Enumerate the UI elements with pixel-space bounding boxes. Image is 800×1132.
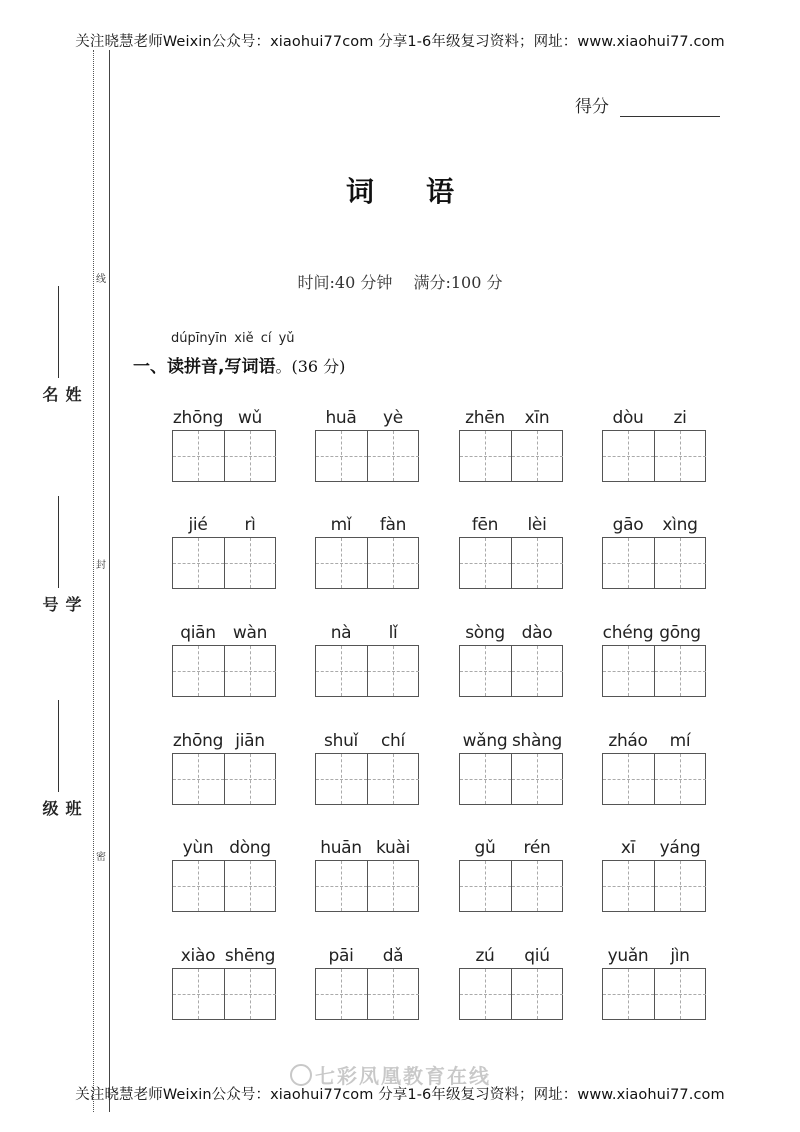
tianzige-cell[interactable] xyxy=(654,861,706,911)
tianzige-cell[interactable] xyxy=(460,969,511,1019)
word-item xyxy=(315,623,419,713)
tianzige-cell[interactable] xyxy=(511,969,563,1019)
pinyin-syllable: sòng xyxy=(465,623,505,643)
pinyin-syllable: nà xyxy=(330,623,352,643)
pinyin-syllable: jìn xyxy=(670,946,690,966)
pinyin-syllable: chí xyxy=(381,731,405,751)
word-item xyxy=(602,838,706,928)
writing-grid xyxy=(315,430,419,482)
pinyin-syllable: gāo xyxy=(612,515,644,535)
pinyin-syllable: jié xyxy=(188,515,208,535)
pinyin-syllable: jiān xyxy=(235,731,265,751)
pinyin-syllable: gǔ xyxy=(474,838,496,858)
section-score: 。(36 分) xyxy=(275,357,346,376)
tianzige-cell[interactable] xyxy=(224,431,276,481)
writing-grid xyxy=(315,537,419,589)
word-item xyxy=(315,838,419,928)
writing-grid xyxy=(172,537,276,589)
time-limit: 时间:40 分钟 xyxy=(297,273,393,292)
word-item xyxy=(459,623,563,713)
tianzige-cell[interactable] xyxy=(224,861,276,911)
writing-grid xyxy=(602,537,706,589)
writing-grid xyxy=(315,968,419,1020)
tianzige-cell[interactable] xyxy=(603,861,654,911)
pinyin-syllable: dào xyxy=(521,623,553,643)
tianzige-cell[interactable] xyxy=(367,861,419,911)
class-label: 班级 xyxy=(40,800,82,820)
word-item xyxy=(602,623,706,713)
word-item xyxy=(602,731,706,821)
pinyin-syllable: qiān xyxy=(180,623,216,643)
pinyin-syllable: kuài xyxy=(375,838,411,858)
page-title: 词语 xyxy=(345,175,506,208)
tianzige-cell[interactable] xyxy=(460,861,511,911)
exam-info xyxy=(0,270,800,293)
writing-grid xyxy=(172,753,276,805)
pinyin-syllable: xiào xyxy=(180,946,216,966)
word-item xyxy=(459,731,563,821)
name-underline[interactable] xyxy=(58,286,59,378)
pinyin-syllable: mí xyxy=(669,731,691,751)
writing-grid xyxy=(602,753,706,805)
pinyin-syllable: zháo xyxy=(608,731,648,751)
tianzige-cell[interactable] xyxy=(367,754,419,804)
footer-banner: 关注晓慧老师Weixin公众号：xiaohui77com 分享1-6年级复习资料；网址：www.xiaohui77.com xyxy=(75,1087,725,1103)
tianzige-cell[interactable] xyxy=(316,646,367,696)
writing-grid xyxy=(315,753,419,805)
writing-grid xyxy=(172,645,276,697)
writing-grid xyxy=(602,645,706,697)
tianzige-cell[interactable] xyxy=(511,861,563,911)
pinyin-syllable: yuǎn xyxy=(607,946,649,966)
word-item xyxy=(315,946,419,1036)
writing-grid xyxy=(172,430,276,482)
tianzige-cell[interactable] xyxy=(603,538,654,588)
pinyin-syllable: xìng xyxy=(662,515,698,535)
tianzige-cell[interactable] xyxy=(224,754,276,804)
class-underline[interactable] xyxy=(58,700,59,792)
tianzige-cell[interactable] xyxy=(511,646,563,696)
pinyin-syllable: fēn xyxy=(471,515,499,535)
tianzige-cell[interactable] xyxy=(654,431,706,481)
pinyin-syllable: wǔ xyxy=(237,408,263,428)
pinyin-syllable: lèi xyxy=(527,515,547,535)
pinyin-syllable: xī xyxy=(620,838,636,858)
pinyin-syllable: shēng xyxy=(224,946,276,966)
student-number-label: 学号 xyxy=(40,596,82,616)
word-item xyxy=(172,946,276,1036)
tianzige-cell[interactable] xyxy=(224,538,276,588)
tianzige-cell[interactable] xyxy=(603,431,654,481)
writing-grid xyxy=(602,968,706,1020)
word-item xyxy=(459,946,563,1036)
pinyin-syllable: rì xyxy=(244,515,256,535)
word-item xyxy=(172,731,276,821)
full-score: 满分:100 分 xyxy=(413,273,503,292)
tianzige-cell[interactable] xyxy=(511,431,563,481)
section-title-text: 一、读拼音,写词语 xyxy=(133,357,276,377)
pinyin-syllable: zú xyxy=(475,946,495,966)
tianzige-cell[interactable] xyxy=(654,538,706,588)
tianzige-cell[interactable] xyxy=(460,754,511,804)
writing-grid xyxy=(459,645,563,697)
pinyin-syllable: dòu xyxy=(612,408,644,428)
tianzige-cell[interactable] xyxy=(654,754,706,804)
pinyin-syllable: wǎng xyxy=(462,731,508,751)
tianzige-cell[interactable] xyxy=(224,969,276,1019)
word-item xyxy=(315,731,419,821)
tianzige-cell[interactable] xyxy=(367,538,419,588)
tianzige-cell[interactable] xyxy=(316,431,367,481)
tianzige-cell[interactable] xyxy=(173,538,224,588)
binding-char-mi: 密 xyxy=(96,848,106,863)
tianzige-cell[interactable] xyxy=(511,754,563,804)
pinyin-syllable: mǐ xyxy=(330,515,352,535)
pinyin-syllable: lǐ xyxy=(388,623,398,643)
header-banner: 关注晓慧老师Weixin公众号：xiaohui77com 分享1-6年级复习资料；网址：www.xiaohui77.com xyxy=(75,34,725,50)
word-item xyxy=(459,515,563,605)
tianzige-cell[interactable] xyxy=(316,754,367,804)
tianzige-cell[interactable] xyxy=(603,646,654,696)
score-blank[interactable] xyxy=(620,116,720,117)
tianzige-cell[interactable] xyxy=(460,646,511,696)
pinyin-syllable: pāi xyxy=(328,946,354,966)
section-pinyin: dúpīnyīn xiě cí yǔ xyxy=(171,331,295,346)
word-item xyxy=(315,515,419,605)
pinyin-syllable: shuǐ xyxy=(324,731,358,751)
pinyin-syllable: xīn xyxy=(524,408,550,428)
tianzige-cell[interactable] xyxy=(316,861,367,911)
word-item xyxy=(459,838,563,928)
word-item xyxy=(172,838,276,928)
pinyin-syllable: zhōng xyxy=(172,731,224,751)
tianzige-cell[interactable] xyxy=(173,431,224,481)
pinyin-syllable: huān xyxy=(320,838,362,858)
binding-char-xian: 线 xyxy=(96,270,106,285)
pinyin-syllable: chéng xyxy=(602,623,654,643)
writing-grid xyxy=(172,860,276,912)
tianzige-cell[interactable] xyxy=(603,754,654,804)
pinyin-syllable: dǎ xyxy=(382,946,404,966)
tianzige-cell[interactable] xyxy=(224,646,276,696)
tianzige-cell[interactable] xyxy=(367,431,419,481)
name-label: 姓名 xyxy=(40,386,82,406)
pinyin-syllable: yáng xyxy=(659,838,701,858)
tianzige-cell[interactable] xyxy=(603,969,654,1019)
word-item xyxy=(459,408,563,498)
pinyin-syllable: zhōng xyxy=(172,408,224,428)
writing-grid xyxy=(459,537,563,589)
writing-grid xyxy=(459,860,563,912)
tianzige-cell[interactable] xyxy=(173,969,224,1019)
tianzige-cell[interactable] xyxy=(654,969,706,1019)
tianzige-cell[interactable] xyxy=(367,969,419,1019)
student-number-underline[interactable] xyxy=(58,496,59,588)
word-item xyxy=(172,408,276,498)
writing-grid xyxy=(459,430,563,482)
tianzige-cell[interactable] xyxy=(460,431,511,481)
pinyin-syllable: dòng xyxy=(229,838,271,858)
word-item xyxy=(315,408,419,498)
tianzige-cell[interactable] xyxy=(316,969,367,1019)
tianzige-cell[interactable] xyxy=(511,538,563,588)
word-item xyxy=(602,515,706,605)
tianzige-cell[interactable] xyxy=(367,646,419,696)
pinyin-syllable: gōng xyxy=(659,623,701,643)
pinyin-syllable: yè xyxy=(383,408,403,428)
pinyin-syllable: rén xyxy=(523,838,551,858)
pinyin-syllable: zhēn xyxy=(465,408,505,428)
writing-grid xyxy=(602,860,706,912)
word-item xyxy=(172,623,276,713)
tianzige-cell[interactable] xyxy=(460,538,511,588)
writing-grid xyxy=(602,430,706,482)
tianzige-cell[interactable] xyxy=(173,861,224,911)
watermark-text: 七彩凤凰教育在线 xyxy=(315,1064,491,1088)
tianzige-cell[interactable] xyxy=(173,754,224,804)
section-title xyxy=(133,352,345,377)
word-item xyxy=(172,515,276,605)
tianzige-cell[interactable] xyxy=(173,646,224,696)
word-item xyxy=(602,408,706,498)
pinyin-syllable: zi xyxy=(673,408,687,428)
writing-grid xyxy=(172,968,276,1020)
word-item xyxy=(602,946,706,1036)
pinyin-syllable: huā xyxy=(325,408,357,428)
tianzige-cell[interactable] xyxy=(654,646,706,696)
pinyin-syllable: fàn xyxy=(379,515,407,535)
tianzige-cell[interactable] xyxy=(316,538,367,588)
score-label: 得分 xyxy=(575,97,609,117)
pinyin-syllable: shàng xyxy=(511,731,563,751)
writing-grid xyxy=(315,645,419,697)
writing-grid xyxy=(315,860,419,912)
pinyin-syllable: qiú xyxy=(524,946,550,966)
writing-grid xyxy=(459,753,563,805)
binding-char-feng: 封 xyxy=(96,556,106,571)
pinyin-syllable: wàn xyxy=(232,623,268,643)
writing-grid xyxy=(459,968,563,1020)
pinyin-syllable: yùn xyxy=(182,838,214,858)
